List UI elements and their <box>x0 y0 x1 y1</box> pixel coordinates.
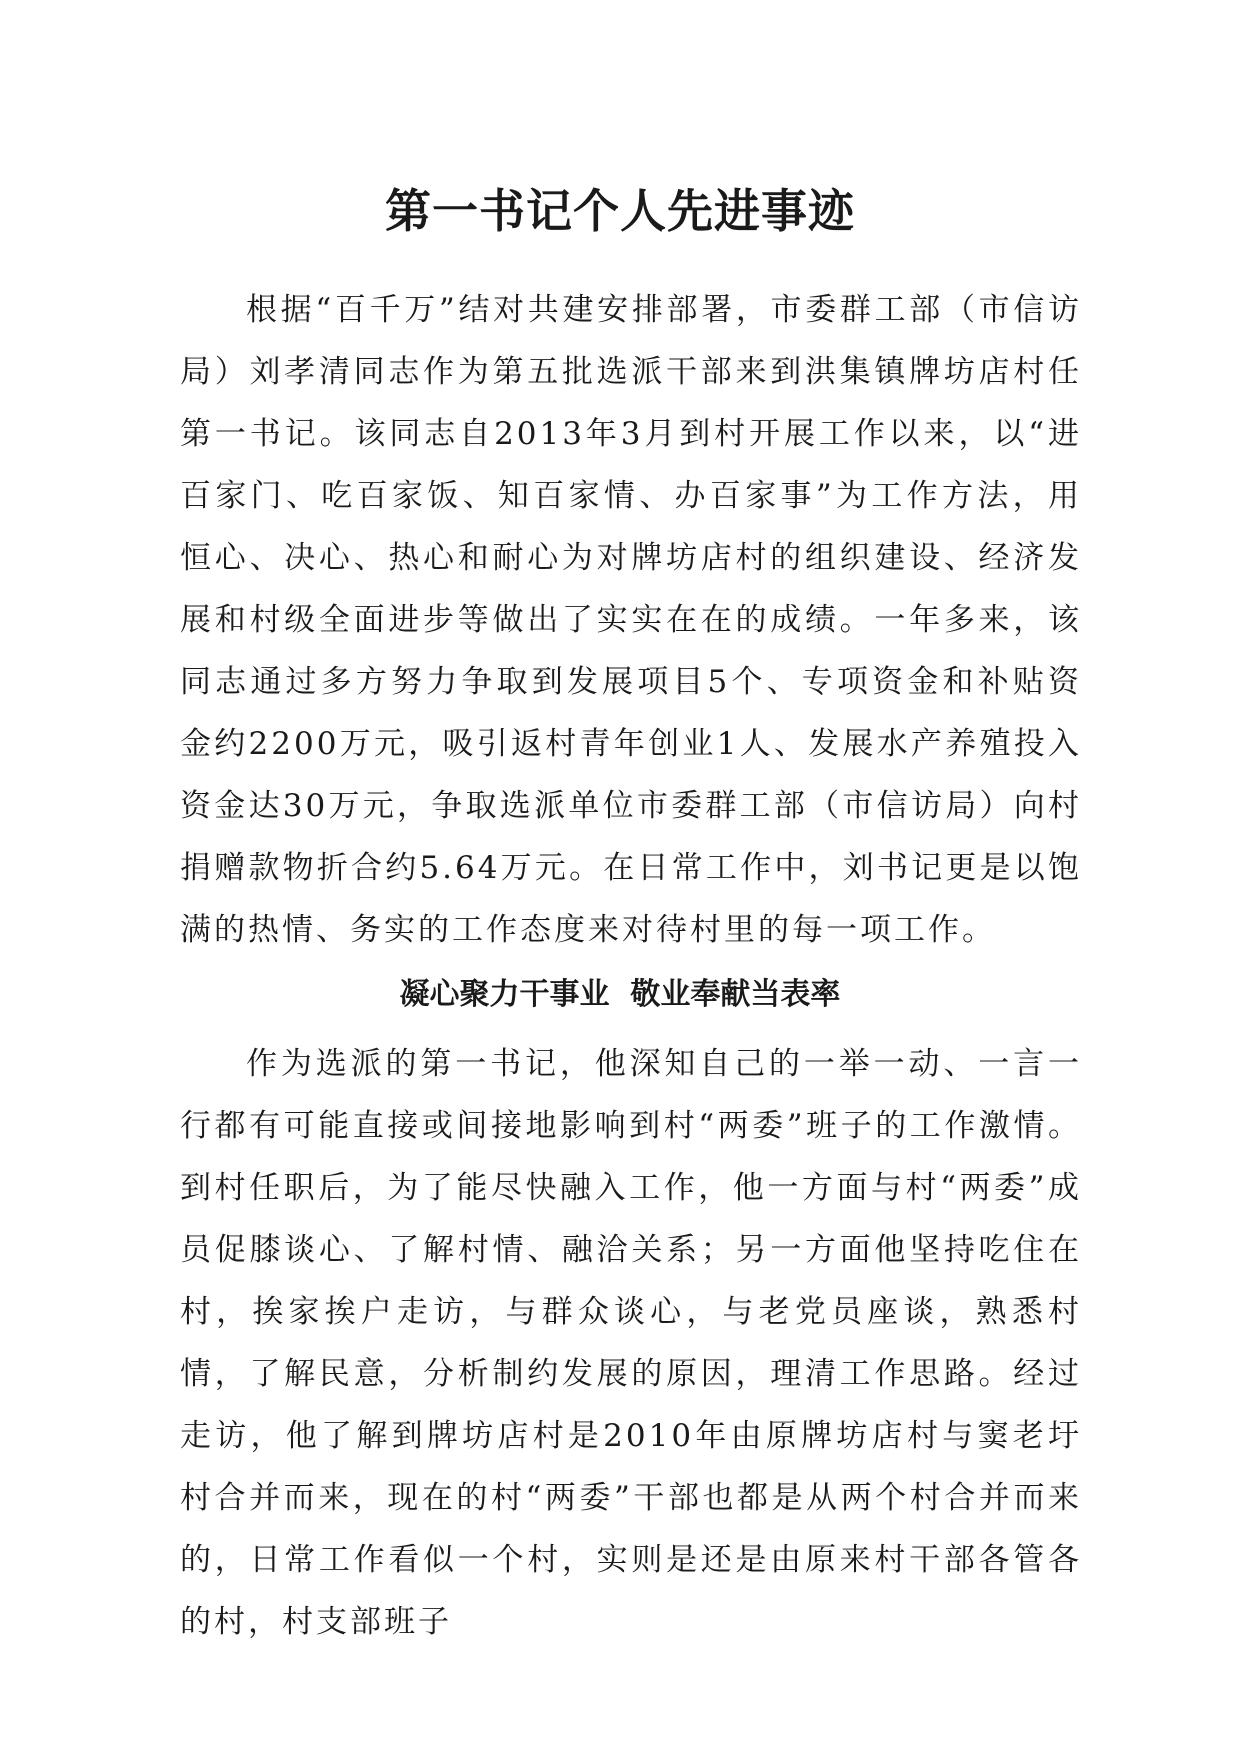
paragraph-intro: 根据“百千万”结对共建安排部署，市委群工部（市信访局）刘孝清同志作为第五批选派干部来到洪集镇牌坊店村任第一书记。该同志自2013年3月到村开展工作以来，以“进百家门、吃百家饭、知百家情、办百家事”为工作方法，用恒心、决心、热心和耐心为对牌坊店村的组织建设、经济发展和村级全面进步等做出了实实在在的成绩。一年多来，该同志通过多方努力争取到发展项目5个、专项资金和补贴资金约2200万元，吸引返村青年创业1人、发展水产养殖投入资金达30万元，争取选派单位市委群工部（市信访局）向村捐赠款物折合约5.64万元。在日常工作中，刘书记更是以饱满的热情、务实的工作态度来对待村里的每一项工作。 <box>180 292 1082 948</box>
section-heading: 凝心聚力干事业 敬业奉献当表率 <box>399 977 841 1012</box>
document-title: 第一书记个人先进事迹 <box>385 183 855 238</box>
paragraph-section-1: 作为选派的第一书记，他深知自己的一举一动、一言一行都有可能直接或间接地影响到村“两委”班子的工作激情。到村任职后，为了能尽快融入工作，他一方面与村“两委”成员促膝谈心、了解村情、融洽关系；另一方面他坚持吃住在村，挨家挨户走访，与群众谈心，与老党员座谈，熟悉村情，了解民意，分析制约发展的原因，理清工作思路。经过走访，他了解到牌坊店村是2010年由原牌坊店村与窦老圩村合并而来，现在的村“两委”干部也都是从两个村合并而来的，日常工作看似一个村，实则是还是由原来村干部各管各的村，村支部班子 <box>180 1046 1082 1640</box>
